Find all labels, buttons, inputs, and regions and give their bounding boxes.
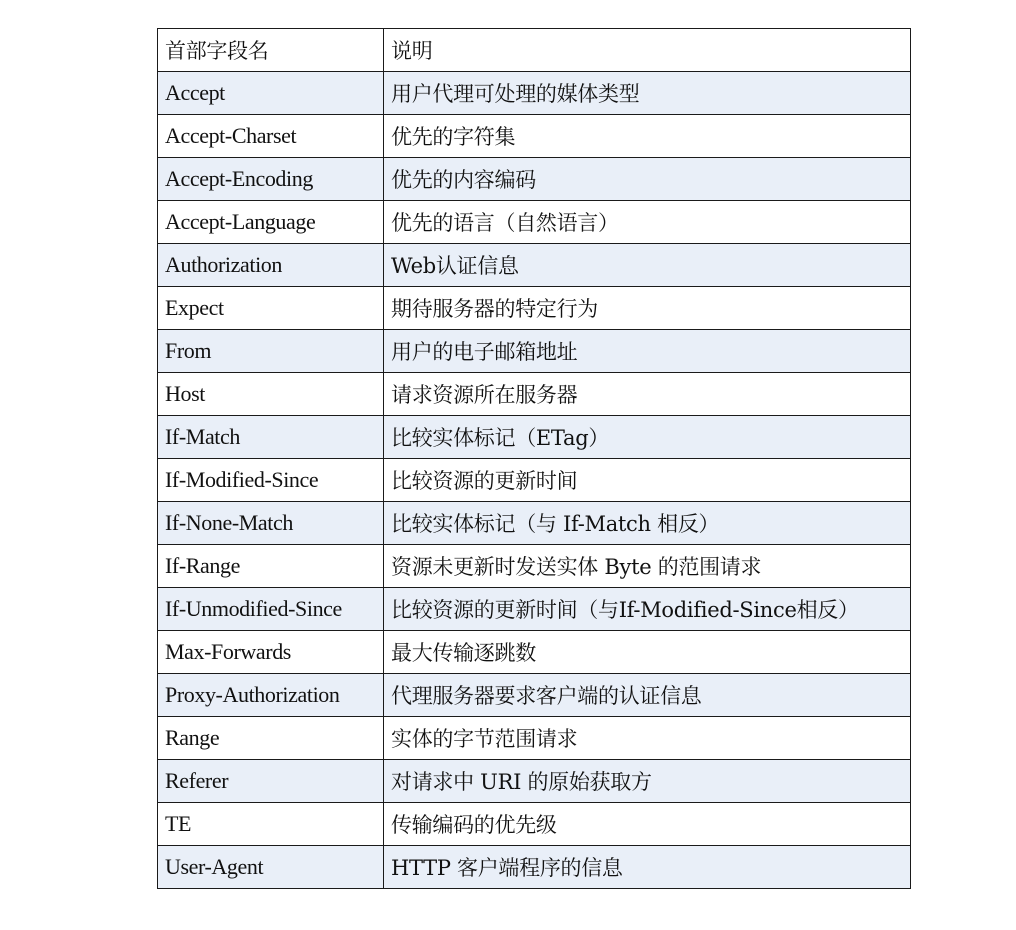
field-name-cell: Accept — [158, 72, 384, 115]
description-cell: 优先的语言（自然语言） — [384, 201, 911, 244]
description-cell: 比较资源的更新时间 — [384, 459, 911, 502]
description-cell: 传输编码的优先级 — [384, 803, 911, 846]
description-cell: 实体的字节范围请求 — [384, 717, 911, 760]
description-cell: 期待服务器的特定行为 — [384, 287, 911, 330]
field-name-cell: Accept-Encoding — [158, 158, 384, 201]
field-name-cell: Range — [158, 717, 384, 760]
table-row — [158, 760, 911, 803]
description-cell: 比较资源的更新时间（与If-Modified-Since相反） — [384, 588, 911, 631]
table-row — [158, 459, 911, 502]
table-row — [158, 846, 911, 889]
description-cell: 用户的电子邮箱地址 — [384, 330, 911, 373]
description-cell: 用户代理可处理的媒体类型 — [384, 72, 911, 115]
field-name-cell: TE — [158, 803, 384, 846]
header-field-name: 首部字段名 — [158, 29, 384, 72]
table-row — [158, 201, 911, 244]
field-name-cell: Max-Forwards — [158, 631, 384, 674]
description-cell: Web认证信息 — [384, 244, 911, 287]
description-cell: 比较实体标记（ETag） — [384, 416, 911, 459]
field-name-cell: If-Match — [158, 416, 384, 459]
description-cell: 优先的字符集 — [384, 115, 911, 158]
table-row — [158, 115, 911, 158]
field-name-cell: User-Agent — [158, 846, 384, 889]
table-row — [158, 631, 911, 674]
field-name-cell: Accept-Charset — [158, 115, 384, 158]
table-row — [158, 545, 911, 588]
field-name-cell: If-Unmodified-Since — [158, 588, 384, 631]
field-name-cell: If-None-Match — [158, 502, 384, 545]
field-name-cell: If-Range — [158, 545, 384, 588]
table-row — [158, 502, 911, 545]
table-row — [158, 373, 911, 416]
field-name-cell: Accept-Language — [158, 201, 384, 244]
table-row — [158, 416, 911, 459]
table-row — [158, 244, 911, 287]
table-row — [158, 330, 911, 373]
description-cell: 对请求中 URI 的原始获取方 — [384, 760, 911, 803]
field-name-cell: Referer — [158, 760, 384, 803]
description-cell: 优先的内容编码 — [384, 158, 911, 201]
field-name-cell: Proxy-Authorization — [158, 674, 384, 717]
table-row — [158, 72, 911, 115]
header-fields-table-container — [157, 28, 911, 889]
table-row — [158, 158, 911, 201]
field-name-cell: Authorization — [158, 244, 384, 287]
request-header-fields-table — [157, 28, 911, 889]
header-description: 说明 — [384, 29, 911, 72]
description-cell: 资源未更新时发送实体 Byte 的范围请求 — [384, 545, 911, 588]
field-name-cell: If-Modified-Since — [158, 459, 384, 502]
table-row — [158, 717, 911, 760]
table-header-row — [158, 29, 911, 72]
description-cell: 最大传输逐跳数 — [384, 631, 911, 674]
description-cell: HTTP 客户端程序的信息 — [384, 846, 911, 889]
description-cell: 代理服务器要求客户端的认证信息 — [384, 674, 911, 717]
table-row — [158, 588, 911, 631]
table-row — [158, 287, 911, 330]
field-name-cell: From — [158, 330, 384, 373]
description-cell: 请求资源所在服务器 — [384, 373, 911, 416]
field-name-cell: Host — [158, 373, 384, 416]
table-row — [158, 803, 911, 846]
description-cell: 比较实体标记（与 If-Match 相反） — [384, 502, 911, 545]
field-name-cell: Expect — [158, 287, 384, 330]
table-row — [158, 674, 911, 717]
